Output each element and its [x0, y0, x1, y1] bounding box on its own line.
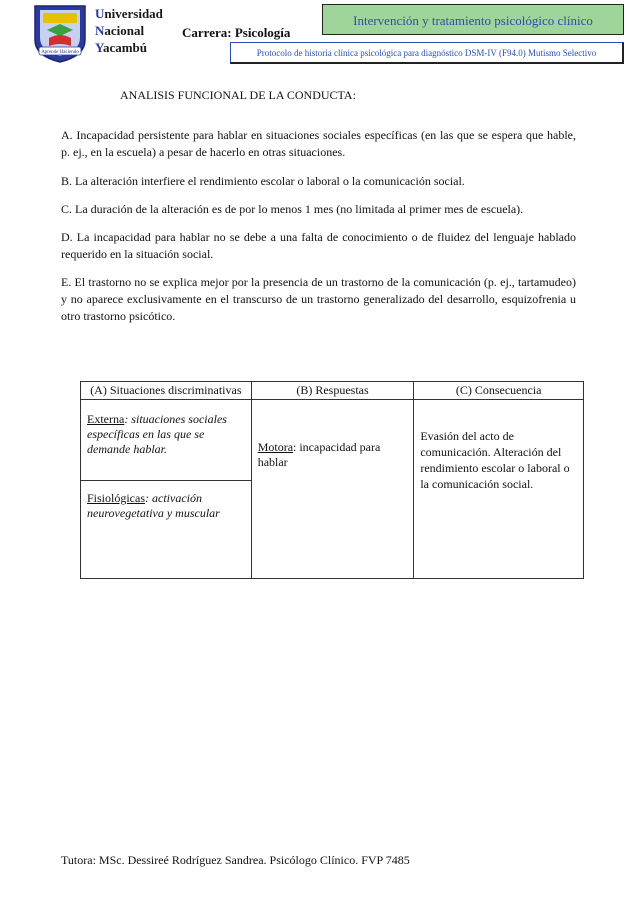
- footer-tutor: Tutora: MSc. Dessireé Rodríguez Sandrea. Psicólogo Clínico. FVP 7485: [61, 853, 410, 867]
- consequence-text: Evasión del acto de comunicación. Alteración del rendimiento escolar o laboral o la comunicación social.: [420, 429, 570, 491]
- table-header-row: [81, 382, 584, 400]
- functional-analysis-table: [80, 381, 584, 579]
- university-logo: [31, 4, 89, 64]
- university-line-2: Nacional: [95, 23, 145, 38]
- cell-external: [81, 400, 252, 481]
- university-line-1: Universidad: [95, 6, 163, 21]
- criterion-c: C. La duración de la alteración es de por lo menos 1 mes (no limitada al primer mes de escuela).: [61, 202, 524, 216]
- physio-label: Fisiológicas: [87, 491, 146, 505]
- header-responses: (B) Respuestas: [251, 382, 414, 400]
- header-situations: (A) Situaciones discriminativas: [81, 382, 252, 400]
- criterion-e: E. El trastorno no se explica mejor por la presencia de un trastorno de la comunicación (p. ej., tartamudeo) y no aparece exclusivamente en el transcurso de un trastorno generalizado del desarrollo, esquizofrenia u otro trastorno psicótico.: [61, 275, 576, 323]
- course-title-box: Intervención y tratamiento psicológico clínico: [322, 4, 624, 35]
- university-name: [95, 5, 163, 56]
- external-text: : situaciones sociales específicas en las que se demande hablar.: [87, 412, 227, 456]
- table-row: [81, 400, 584, 481]
- section-title: ANALISIS FUNCIONAL DE LA CONDUCTA:: [120, 88, 356, 102]
- physio-text: : activación neurovegetativa y muscular: [87, 491, 220, 520]
- protocol-box: Protocolo de historia clínica psicológica para diagnóstico DSM-IV (F94.0) Mutismo Selectivo: [230, 42, 624, 64]
- carrera-label: Carrera: Psicología: [182, 25, 291, 40]
- motor-text: : incapacidad para hablar: [257, 440, 381, 469]
- criterion-b: B. La alteración interfiere el rendimiento escolar o laboral o la comunicación social.: [61, 174, 465, 188]
- motor-label: Motora: [257, 440, 294, 454]
- university-line-3: Yacambú: [95, 40, 148, 55]
- cell-responses: [251, 400, 414, 579]
- criterion-a: A. Incapacidad persistente para hablar en situaciones sociales específicas (en las que se espera que hable, p. ej., en la escuela) a pesar de hacerlo en otras situaciones.: [61, 128, 576, 159]
- external-label: Externa: [87, 412, 125, 426]
- logo-motto: Aprende Haciendo: [41, 50, 79, 55]
- header-consequence: (C) Consecuencia: [414, 382, 584, 400]
- cell-physiological: [81, 481, 252, 579]
- criterion-d: D. La incapacidad para hablar no se debe a una falta de conocimiento o de fluidez del lenguaje hablado requerido en la situación social.: [61, 230, 576, 261]
- cell-consequence: [414, 400, 584, 579]
